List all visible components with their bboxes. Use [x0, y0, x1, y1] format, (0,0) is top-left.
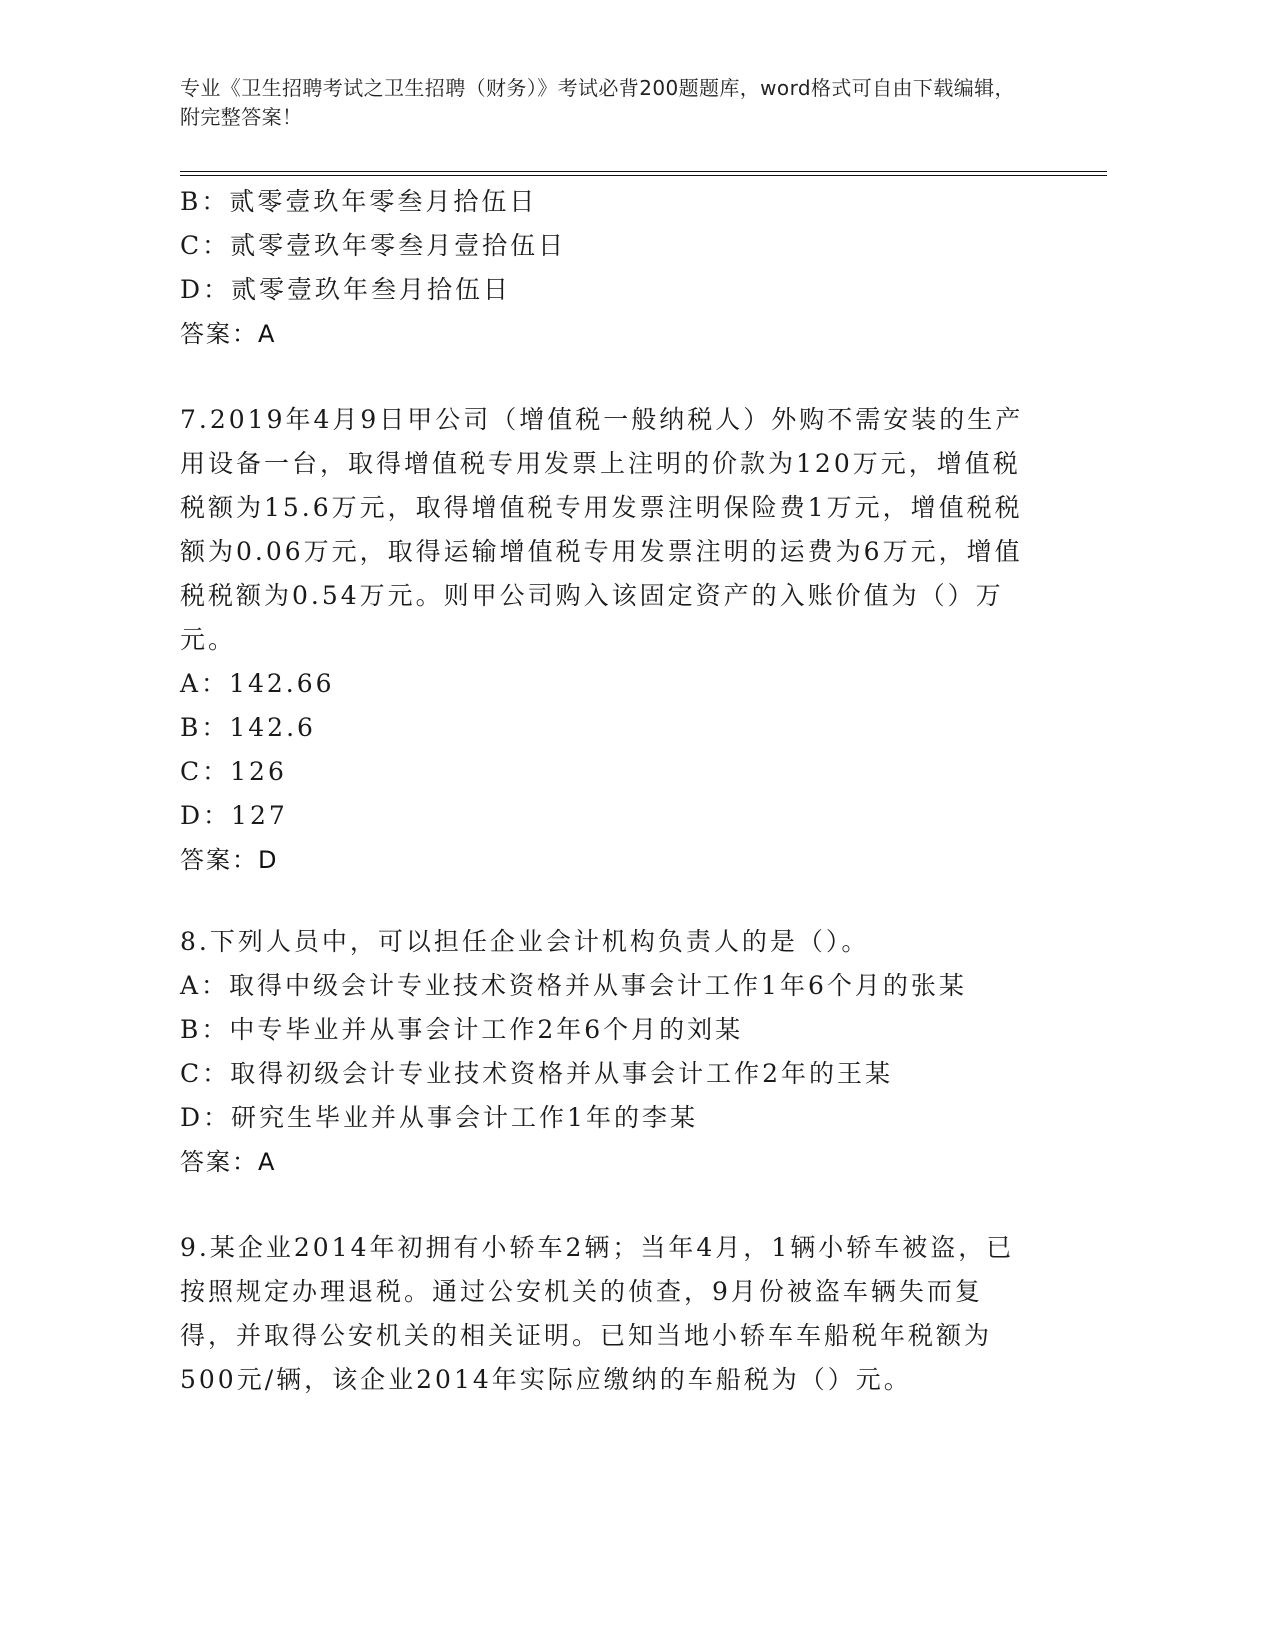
header-rule-top	[180, 171, 1107, 172]
question-7	[180, 398, 1040, 882]
question-6-tail	[180, 180, 1040, 356]
option-b: B：贰零壹玖年零叁月拾伍日	[180, 187, 538, 216]
option-a: A：142.66	[180, 669, 335, 698]
question-8	[180, 920, 1040, 1184]
option-a: A：取得中级会计专业技术资格并从事会计工作1年6个月的张某	[180, 971, 967, 1000]
header-rule-bottom	[180, 175, 1107, 176]
question-stem: 9.某企业2014年初拥有小轿车2辆；当年4月，1辆小轿车被盗，已按照规定办理退税。通过公安机关的侦查，9月份被盗车辆失而复得，并取得公安机关的相关证明。已知当地小轿车车船税年税额为500元/辆，该企业2014年实际应缴纳的车船税为（）元。	[180, 1233, 1015, 1394]
answer-line: 答案：A	[180, 1148, 277, 1176]
option-c: C：126	[180, 757, 287, 786]
question-stem: 8.下列人员中，可以担任企业会计机构负责人的是（）。	[180, 927, 870, 956]
answer-line: 答案：A	[180, 320, 277, 348]
answer-line: 答案：D	[180, 846, 279, 874]
option-d: D：贰零壹玖年叁月拾伍日	[180, 275, 512, 304]
option-d: D：127	[180, 801, 288, 830]
document-header: 专业《卫生招聘考试之卫生招聘（财务）》考试必背200题题库，word格式可自由下载编辑，附完整答案！	[180, 76, 1015, 129]
question-stem: 7.2019年4月9日甲公司（增值税一般纳税人）外购不需安装的生产用设备一台，取得增值税专用发票上注明的价款为120万元，增值税税额为15.6万元，取得增值税专用发票注明保险费1万元，增值税税额为0.06万元，取得运输增值税专用发票注明的运费为6万元，增值税税额为0.54万元。则甲公司购入该固定资产的入账价值为（）万元。	[180, 405, 1024, 654]
option-c: C：取得初级会计专业技术资格并从事会计工作2年的王某	[180, 1059, 894, 1088]
question-9	[180, 1226, 1040, 1402]
option-b: B：中专毕业并从事会计工作2年6个月的刘某	[180, 1015, 744, 1044]
option-b: B：142.6	[180, 713, 316, 742]
option-c: C：贰零壹玖年零叁月壹拾伍日	[180, 231, 567, 260]
option-d: D：研究生毕业并从事会计工作1年的李某	[180, 1103, 698, 1132]
